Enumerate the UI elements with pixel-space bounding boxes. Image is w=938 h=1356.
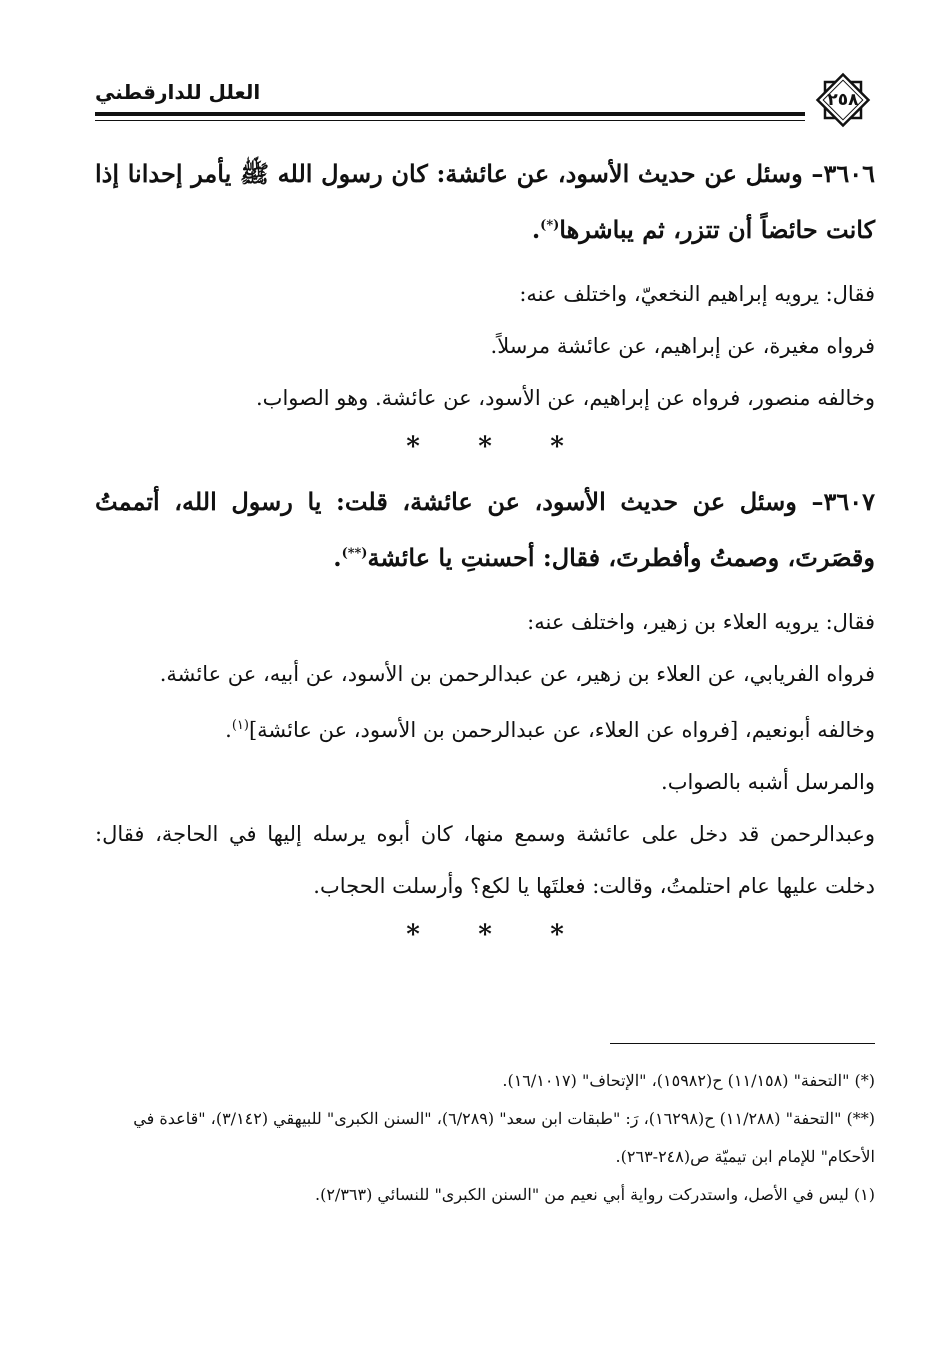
paragraph: وخالفه منصور، فرواه عن إبراهيم، عن الأسود، عن عائشة. وهو الصواب. [256, 386, 875, 410]
paragraph: فقال: يرويه العلاء بن زهير، واختلف عنه: [527, 610, 875, 634]
footnote: (١) ليس في الأصل، واستدركت رواية أبي نعيم من "السنن الكبرى" للنسائي (٢/٣٦٣). [315, 1185, 875, 1204]
entry-3606 [95, 148, 875, 424]
footnote-divider [610, 1043, 875, 1044]
entry-title: ٣٦٠٧– وسئل عن حديث الأسود، عن عائشة، قلت: يا رسول الله، أتممتُ وقصَرتَ، وصمتُ وأفطرتَ، فقال: أحسنتِ يا عائشة(**). [95, 487, 876, 572]
paragraph: وعبدالرحمن قد دخل على عائشة وسمع منها، كان أبوه يرسله إليها في الحاجة، فقال: دخلت عليها عام احتلمتُ، وقالت: فعلتَها يا لكع؟ وأرسلت الحجاب. [95, 822, 875, 898]
entry-3607 [95, 476, 875, 912]
page-header [95, 68, 875, 128]
page-number-badge [811, 68, 875, 132]
footnote: (*) "التحفة" (١١/١٥٨) ح(١٥٩٨٢)، "الإتحاف" (١٦/١٠١٧). [502, 1071, 875, 1090]
footnote-marker: (**) [341, 546, 368, 561]
footnote-marker: (١) [231, 718, 249, 733]
section-separator: * * * [406, 920, 564, 950]
footnote: (**) "التحفة" (١١/٢٨٨) ح(١٦٢٩٨)، رَ: "طبقات ابن سعد" (٦/٢٨٩)، "السنن الكبرى" للبيهقي (٣/١٤٢)، "قاعدة في الأحكام" للإمام ابن تيميّة ص(٢٤٨-٢٦٣). [133, 1109, 875, 1166]
paragraph: وخالفه أبونعيم، [فرواه عن العلاء، عن عبدالرحمن بن الأسود، عن عائشة]$^{(١)}$. [225, 718, 875, 742]
paragraph: فقال: يرويه إبراهيم النخعيّ، واختلف عنه: [519, 282, 875, 306]
footnote-marker: (*) [540, 218, 560, 233]
page-number: ٢٥٨ [827, 90, 859, 110]
paragraph: والمرسل أشبه بالصواب. [661, 770, 875, 794]
entry-title: ٣٦٠٦– وسئل عن حديث الأسود، عن عائشة: كان رسول الله ﷺ يأمر إحدانا إذا كانت حائضاً أن تتزر، ثم يباشرها(*). [95, 159, 875, 244]
main-text [95, 148, 875, 964]
paragraph: فرواه الفريابي، عن العلاء بن زهير، عن عبدالرحمن بن الأسود، عن أبيه، عن عائشة. [159, 662, 875, 686]
header-rule-thick [95, 112, 805, 116]
header-rule-thin [95, 120, 805, 121]
running-title: العلل للدارقطني [95, 80, 261, 104]
footnotes [120, 1062, 875, 1214]
section-separator: * * * [406, 432, 564, 462]
paragraph: فرواه مغيرة، عن إبراهيم، عن عائشة مرسلاً. [490, 334, 875, 358]
